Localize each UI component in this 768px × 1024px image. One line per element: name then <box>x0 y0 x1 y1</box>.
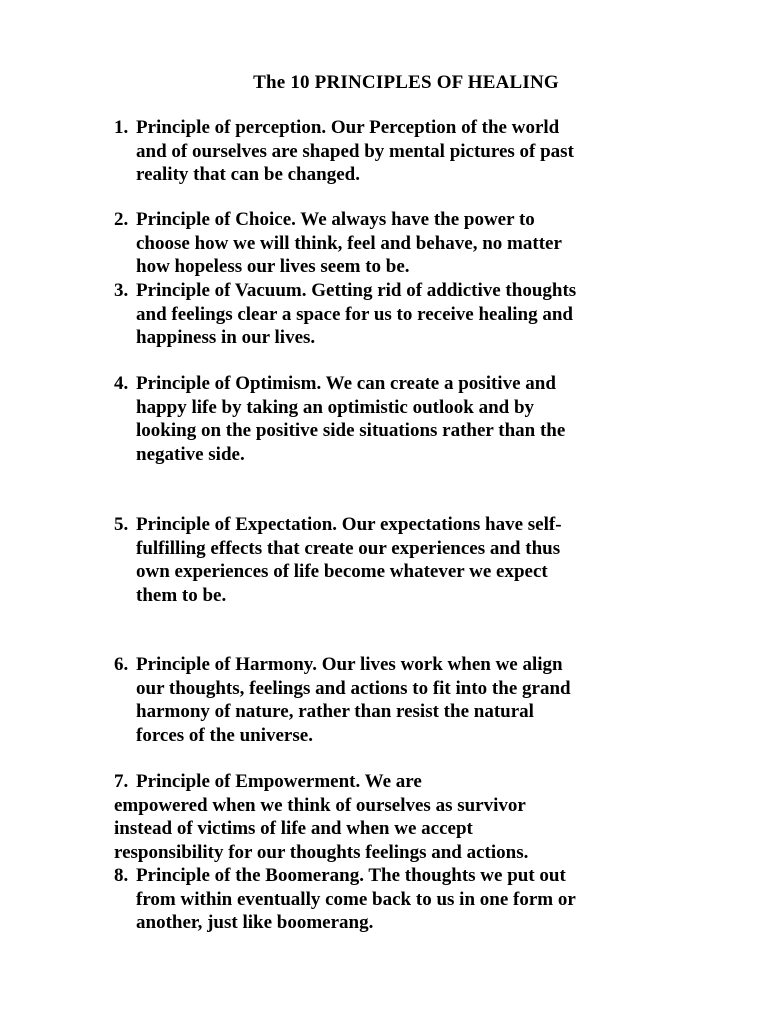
principle-text-line: Principle of Expectation. Our expectations have self- <box>136 514 562 535</box>
principle-first-line <box>114 116 574 140</box>
principle-text-line: empowered when we think of ourselves as survivor <box>114 794 526 816</box>
principle-text-line: Principle of Choice. We always have the power to <box>136 209 535 230</box>
principle-text-line: Principle of the Boomerang. The thoughts we put out <box>136 865 566 886</box>
principle-text-line: our thoughts, feelings and actions to fit into the grand <box>136 677 571 699</box>
principle-text-line: from within eventually come back to us in one form or <box>136 888 576 910</box>
principle-text-line: them to be. <box>136 584 227 606</box>
principle-number: 6. <box>114 654 129 675</box>
principle-text-line: happy life by taking an optimistic outlook and by <box>136 396 535 418</box>
principle-number: 3. <box>114 280 129 301</box>
principle-text-line: happiness in our lives. <box>136 327 316 348</box>
principle-text-line: fulfilling effects that create our experiences and thus <box>136 537 561 559</box>
principle-number: 4. <box>114 373 129 394</box>
principle-item-5 <box>114 513 562 607</box>
principle-text-line: Principle of Harmony. Our lives work when we align <box>136 654 563 675</box>
principle-item-2 <box>114 208 562 279</box>
principle-first-line <box>114 864 576 888</box>
principle-number: 2. <box>114 209 129 230</box>
principle-number: 1. <box>114 117 129 138</box>
principle-item-1 <box>114 116 574 187</box>
principle-number: 8. <box>114 865 129 886</box>
principle-text-line: responsibility for our thoughts feelings and actions. <box>114 841 529 863</box>
principle-text-line: looking on the positive side situations rather than the <box>136 420 566 441</box>
principle-text-line: Principle of perception. Our Perception of the world <box>136 117 560 138</box>
principle-text-line: and of ourselves are shaped by mental pictures of past <box>136 140 574 162</box>
principle-text-line: how hopeless our lives seem to be. <box>136 256 410 277</box>
principle-item-6 <box>114 653 571 747</box>
principle-text-line: harmony of nature, rather than resist the natural <box>136 701 534 722</box>
principle-text-line: instead of victims of life and when we accept <box>114 818 473 839</box>
principle-text-line: and feelings clear a space for us to receive healing and <box>136 303 573 325</box>
principle-first-line <box>114 372 565 396</box>
principle-first-line <box>114 770 528 794</box>
principle-number: 5. <box>114 514 129 535</box>
principle-first-line <box>114 653 571 677</box>
principle-first-line <box>114 513 562 537</box>
principle-text-line: another, just like boomerang. <box>136 912 374 933</box>
principle-number: 7. <box>114 771 129 792</box>
principle-text-line: forces of the universe. <box>136 724 313 746</box>
principle-text-line: Principle of Vacuum. Getting rid of addictive thoughts <box>136 280 577 301</box>
principle-first-line <box>114 208 562 232</box>
principle-text-line: reality that can be changed. <box>136 164 360 185</box>
principle-item-8 <box>114 864 576 935</box>
principle-text-line: negative side. <box>136 443 245 465</box>
principle-text-line: Principle of Empowerment. We are <box>136 771 422 792</box>
principle-item-3 <box>114 279 576 350</box>
page-title: The 10 PRINCIPLES OF HEALING <box>253 72 559 93</box>
principle-text-line: Principle of Optimism. We can create a positive and <box>136 373 556 394</box>
principle-text-line: own experiences of life become whatever we expect <box>136 561 548 582</box>
principle-item-7 <box>114 770 528 864</box>
principle-text-line: choose how we will think, feel and behave, no matter <box>136 232 562 254</box>
principle-item-4 <box>114 372 565 466</box>
principle-first-line <box>114 279 576 303</box>
